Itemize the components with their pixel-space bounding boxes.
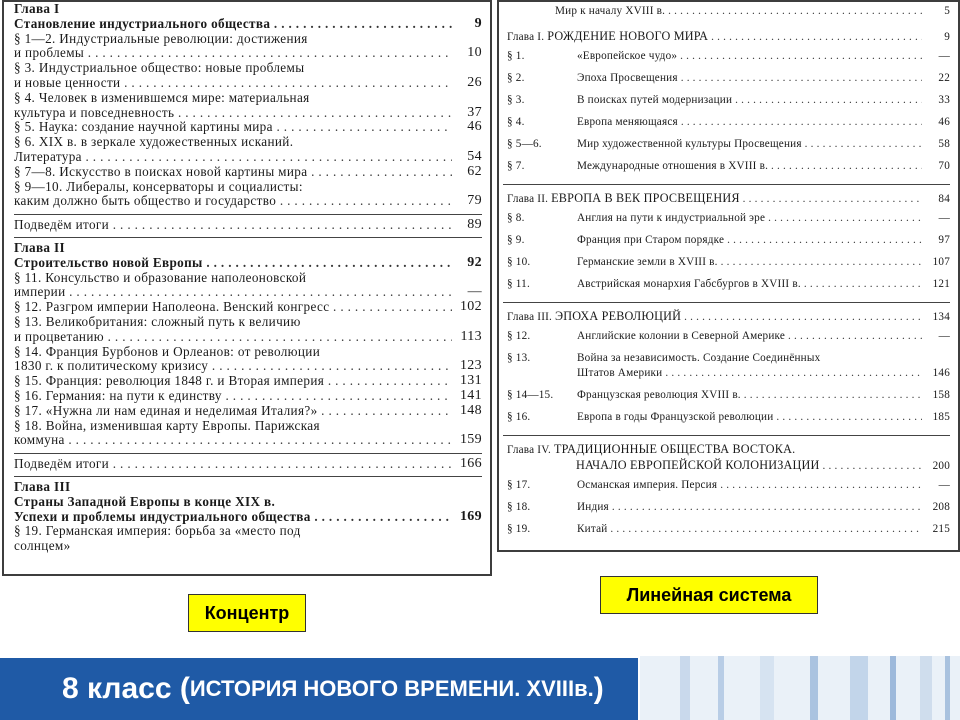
section-title: Мир художественной культуры Просвещения . . . — [577, 137, 922, 152]
ch1-item-text: Литература . . . — [14, 150, 452, 165]
section-number: § 19. — [507, 523, 531, 535]
right-chapter-page: 134 — [929, 310, 950, 325]
title-part-subject: ИСТОРИЯ НОВОГО ВРЕМЕНИ. XVIIIв. — [189, 676, 594, 701]
section-title: Штатов Америки . . . — [577, 366, 922, 381]
section-page: 70 — [934, 159, 950, 174]
ch2-item-text: § 11. Консульство и образование наполеоновской — [14, 270, 307, 285]
ch1-item-5-line-1 — [14, 135, 482, 150]
section-page: 46 — [934, 115, 950, 130]
section-number: § 10. — [507, 256, 531, 268]
ch3-item-text: солнцем» — [14, 539, 71, 554]
right-chapter-page: 84 — [934, 192, 950, 207]
chapter-3-title-line-2: Успехи и проблемы индустриального общества . . . 169 — [14, 510, 482, 525]
chapter-1-summary: Подведём итоги . . . 89 — [14, 214, 482, 233]
ch2-item-8-line-1 — [14, 419, 482, 434]
right-chapter-2-heading — [503, 184, 950, 207]
section-number: § 7. — [507, 160, 525, 172]
ch1-item-1-line-1 — [14, 32, 482, 47]
ch1-item-text: § 3. Индустриальное общество: новые проблемы — [14, 61, 305, 76]
ch2-item-1-line-2 — [14, 285, 482, 300]
right-section-3-3 — [503, 388, 950, 403]
section-number: § 14—15. — [507, 389, 554, 401]
ch2-item-text: империи . . . — [14, 285, 452, 300]
ch1-item-text: культура и повседневность . . . — [14, 106, 452, 121]
chapter-2-summary: Подведём итоги . . . 166 — [14, 453, 482, 472]
section-number: § 3. — [507, 94, 525, 106]
section-number: § 17. — [507, 479, 531, 491]
chapter-1-label: Глава I — [14, 2, 60, 16]
section-page: 97 — [934, 233, 950, 248]
ch2-item-8-line-2 — [14, 433, 482, 448]
ch2-item-text: § 14. Франция Бурбонов и Орлеанов: от революции — [14, 344, 321, 359]
section-title: Международные отношения в XVIII в. . . . — [577, 159, 922, 174]
right-section-1-2 — [503, 71, 950, 86]
ch1-item-text: § 4. Человек в изменившемся мире: материальная — [14, 90, 310, 105]
ch1-item-page: 62 — [463, 165, 482, 180]
section-page: — — [935, 329, 950, 344]
ch1-item-page: 46 — [463, 120, 482, 135]
right-chapter-page: 9 — [940, 30, 950, 45]
ch2-item-text: коммуна . . . — [14, 433, 452, 448]
section-title: Англия на пути к индустриальной эре . . . — [577, 211, 922, 226]
section-number: § 9. — [507, 234, 525, 246]
section-number: § 16. — [507, 411, 531, 423]
right-section-3-2 — [503, 351, 950, 366]
toc-right-page — [497, 0, 960, 552]
ch3-item-1-line-1 — [14, 524, 482, 539]
chapter-1-title: Становление индустриального общества . . . 9 — [14, 17, 482, 32]
ch1-item-4-line-1 — [14, 120, 482, 135]
right-section-4-3 — [503, 522, 950, 537]
chapter-3-label: Глава III — [14, 476, 482, 495]
right-section-4-1 — [503, 478, 950, 493]
section-page: 185 — [929, 410, 950, 425]
right-chapter-page: 200 — [929, 459, 950, 474]
ch2-item-page: 102 — [456, 300, 482, 315]
right-section-1-6 — [503, 159, 950, 174]
ch2-item-text: § 12. Разгром империи Наполеона. Венский конгресс . . . — [14, 300, 452, 315]
label-concentr: Концентр — [188, 594, 306, 632]
section-title: Английские колонии в Северной Америке . . . — [577, 329, 922, 344]
ch2-item-page: — — [464, 285, 482, 300]
right-section-1-1 — [503, 49, 950, 64]
ch2-item-5-line-1 — [14, 374, 482, 389]
section-page: 215 — [929, 522, 950, 537]
ch2-item-4-line-1 — [14, 345, 482, 360]
toc-left-page — [2, 0, 492, 576]
ch1-item-page: 79 — [463, 194, 482, 209]
slide-title-bar — [0, 658, 638, 720]
right-chapter-label: Глава III. — [507, 311, 553, 323]
section-title: Франция при Старом порядке . . . — [577, 233, 922, 248]
ch1-item-text: и новые ценности . . . — [14, 76, 452, 91]
ch1-item-5-line-2 — [14, 150, 482, 165]
section-page: 33 — [934, 93, 950, 108]
section-page: — — [935, 49, 950, 64]
right-section-2-1 — [503, 211, 950, 226]
ch1-item-2-line-1 — [14, 61, 482, 76]
ch2-item-text: § 16. Германия: на пути к единству . . . — [14, 389, 452, 404]
section-title: Французская революция XVIII в. . . . — [577, 388, 922, 403]
right-section-1-5 — [503, 137, 950, 152]
chapter-2-label: Глава II — [14, 237, 482, 256]
right-section-1-3 — [503, 93, 950, 108]
ch2-item-6-line-1 — [14, 389, 482, 404]
ch2-item-page: 141 — [456, 389, 482, 404]
right-chapter-title: ЭПОХА РЕВОЛЮЦИЙ — [555, 309, 682, 323]
section-title: Австрийская монархия Габсбургов в XVIII в. . . . — [577, 277, 922, 292]
ch2-item-text: 1830 г. к политическому кризису . . . — [14, 359, 452, 374]
chapter-3-title-line-1: Страны Западной Европы в конце XIX в. — [14, 494, 276, 509]
right-chapter-title: ЕВРОПА В ВЕК ПРОСВЕЩЕНИЯ — [551, 191, 740, 205]
section-page: 22 — [934, 71, 950, 86]
title-part-grade: 8 класс ( — [62, 672, 190, 705]
section-page: — — [935, 211, 950, 226]
ch1-item-page: 10 — [463, 46, 482, 61]
ch1-item-page: 37 — [463, 106, 482, 121]
right-section-1-4 — [503, 115, 950, 130]
section-page: 208 — [929, 500, 950, 515]
section-title: Эпоха Просвещения . . . — [577, 71, 922, 86]
ch2-item-page: 113 — [456, 330, 482, 345]
decorative-stripes — [640, 656, 960, 720]
right-chapter-4-heading — [503, 458, 950, 474]
right-section-2-4 — [503, 277, 950, 292]
label-linear-system: Линейная система — [600, 576, 818, 614]
section-title: Индия . . . — [577, 500, 922, 515]
right-section-3-4 — [503, 410, 950, 425]
ch1-item-6-line-1 — [14, 165, 482, 180]
ch2-item-text: § 18. Война, изменившая карту Европы. Парижская — [14, 418, 320, 433]
ch2-item-text: § 13. Великобритания: сложный путь к величию — [14, 314, 301, 329]
section-number: § 12. — [507, 330, 531, 342]
section-page: — — [935, 478, 950, 493]
right-chapter-label: Глава IV. — [507, 444, 552, 456]
section-page: 121 — [929, 277, 950, 292]
right-chapter-3-heading — [503, 302, 950, 325]
section-title: В поисках путей модернизации . . . — [577, 93, 922, 108]
section-number: § 13. — [507, 352, 531, 364]
ch1-item-page: 26 — [463, 76, 482, 91]
right-chapter-title: НАЧАЛО ЕВРОПЕЙСКОЙ КОЛОНИЗАЦИИ — [576, 458, 820, 472]
section-page: 158 — [929, 388, 950, 403]
section-title: Европа меняющаяся . . . — [577, 115, 922, 130]
ch1-item-1-line-2 — [14, 46, 482, 61]
ch1-item-3-line-1 — [14, 91, 482, 106]
section-title: Германские земли в XVIII в. . . . — [577, 255, 922, 270]
section-number: § 8. — [507, 212, 525, 224]
title-part-close: ) — [593, 672, 604, 705]
section-number: § 4. — [507, 116, 525, 128]
right-section-2-2 — [503, 233, 950, 248]
section-page: 146 — [929, 366, 950, 381]
section-page: 107 — [929, 255, 950, 270]
right-section-2-3 — [503, 255, 950, 270]
ch2-item-page: 148 — [456, 404, 482, 419]
right-chapter-1-heading — [503, 29, 950, 45]
ch2-item-page: 131 — [456, 374, 482, 389]
ch1-item-text: § 5. Наука: создание научной картины мира . . . — [14, 120, 452, 135]
section-number: § 2. — [507, 72, 525, 84]
section-number: § 5—6. — [507, 138, 542, 150]
right-chapter-label: Глава II. — [507, 193, 549, 205]
section-title: «Европейское чудо» . . . — [577, 49, 922, 64]
ch1-item-2-line-2 — [14, 76, 482, 91]
ch2-item-text: § 17. «Нужна ли нам единая и неделимая Италия?» . . . — [14, 404, 452, 419]
section-page: 58 — [934, 137, 950, 152]
ch2-item-7-line-1 — [14, 404, 482, 419]
ch1-item-page: 54 — [463, 150, 482, 165]
ch1-item-text: каким должно быть общество и государство . . . — [14, 194, 452, 209]
section-title: Османская империя. Персия . . . — [577, 478, 922, 493]
right-chapter-4-heading — [503, 435, 950, 458]
section-title: Европа в годы Французской революции . . . — [577, 410, 922, 425]
chapter-2-title: Строительство новой Европы . . . 92 — [14, 256, 482, 271]
ch2-item-text: и процветанию . . . — [14, 330, 452, 345]
ch1-item-text: § 6. XIX в. в зеркале художественных исканий. — [14, 135, 294, 150]
ch2-item-1-line-1 — [14, 271, 482, 286]
ch3-item-text: § 19. Германская империя: борьба за «место под — [14, 524, 301, 539]
ch1-item-text: § 1—2. Индустриальные революции: достижения — [14, 31, 308, 46]
ch2-item-3-line-1 — [14, 315, 482, 330]
ch2-item-4-line-2 — [14, 359, 482, 374]
ch1-item-text: § 9—10. Либералы, консерваторы и социалисты: — [14, 179, 303, 194]
ch3-item-1-line-2 — [14, 539, 482, 554]
ch2-item-page: 123 — [456, 359, 482, 374]
ch2-item-3-line-2 — [14, 330, 482, 345]
section-title: Война за независимость. Создание Соединённых — [577, 352, 821, 364]
ch1-item-3-line-2 — [14, 106, 482, 121]
right-section-3-2 — [503, 366, 950, 381]
section-title: Китай . . . — [577, 522, 922, 537]
right-chapter-title: ТРАДИЦИОННЫЕ ОБЩЕСТВА ВОСТОКА. — [554, 442, 796, 456]
section-number: § 18. — [507, 501, 531, 513]
ch2-item-page: 159 — [456, 433, 482, 448]
intro-entry: Мир к началу XVIII в. . . . 5 — [503, 4, 950, 19]
section-number: § 1. — [507, 50, 525, 62]
right-chapter-title: РОЖДЕНИЕ НОВОГО МИРА — [547, 29, 709, 43]
ch2-item-2-line-1 — [14, 300, 482, 315]
ch1-item-7-line-1 — [14, 180, 482, 195]
ch1-item-text: § 7—8. Искусство в поисках новой картины мира . . . — [14, 165, 452, 180]
right-section-3-1 — [503, 329, 950, 344]
section-number: § 11. — [507, 278, 530, 290]
ch1-item-7-line-2 — [14, 194, 482, 209]
right-chapter-label: Глава I. — [507, 31, 545, 43]
right-section-4-2 — [503, 500, 950, 515]
ch2-item-text: § 15. Франция: революция 1848 г. и Вторая империя . . . — [14, 374, 452, 389]
ch1-item-text: и проблемы . . . — [14, 46, 452, 61]
